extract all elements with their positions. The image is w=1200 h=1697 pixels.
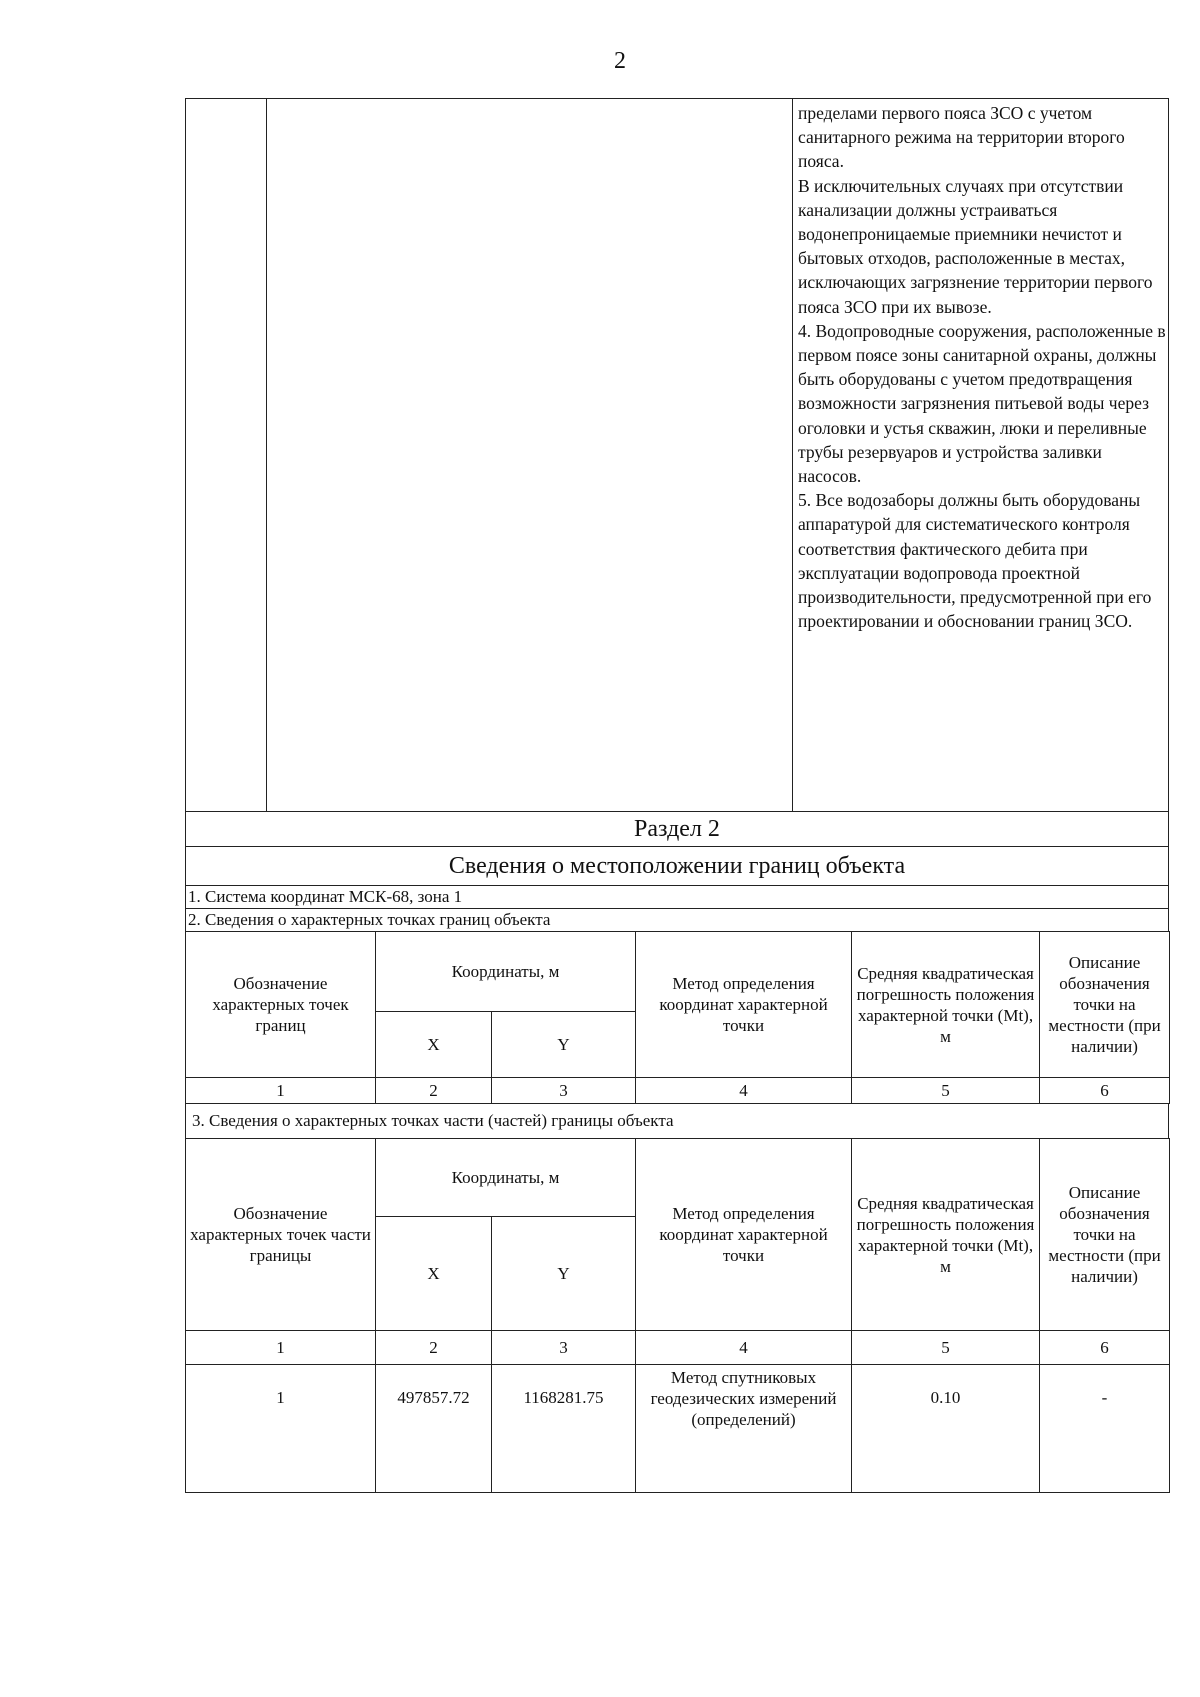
column-number: 3 xyxy=(492,1078,636,1104)
regime-paragraph: В исключительных случаях при отсутствии канализации должны устраиваться водонепроницаемые приемники нечистот и бытовых отходов, расположенные в местах, исключающих загрязнение территории первого пояса ЗСО при их вывозе. xyxy=(798,175,1153,317)
column-number: 1 xyxy=(186,1331,376,1365)
point-method: Метод спутниковых геодезических измерений (определений) xyxy=(636,1365,852,1493)
column-number: 1 xyxy=(186,1078,376,1104)
header-description: Описание обозначения точки на местности (при наличии) xyxy=(1040,1139,1170,1331)
point-number: 1 xyxy=(186,1365,376,1493)
empty-column-middle xyxy=(266,99,793,811)
parts-header-row: 3. Сведения о характерных точках части (частей) границы объекта xyxy=(185,1104,1169,1138)
point-error: 0.10 xyxy=(852,1365,1040,1493)
point-y: 1168281.75 xyxy=(492,1365,636,1493)
regime-paragraph: пределами первого пояса ЗСО с учетом санитарного режима на территории второго пояса. xyxy=(798,103,1125,172)
point-x: 497857.72 xyxy=(376,1365,492,1493)
column-number: 5 xyxy=(852,1331,1040,1365)
regime-text xyxy=(798,101,1168,633)
header-coordinates: Координаты, м xyxy=(376,932,636,1012)
header-error: Средняя квадратическая погрешность положения характерной точки (Mt), м xyxy=(852,932,1040,1078)
column-number: 6 xyxy=(1040,1078,1170,1104)
regime-paragraph: 4. Водопроводные сооружения, расположенные в первом поясе зоны санитарной охраны, должны быть оборудованы с учетом предотвращения возможности загрязнения питьевой воды через оголовки и устья скважин, люки и переливные трубы резервуаров и устройства заливки насосов. xyxy=(798,320,1166,487)
column-number: 3 xyxy=(492,1331,636,1365)
point-description: - xyxy=(1040,1365,1170,1493)
header-y: Y xyxy=(492,1217,636,1331)
column-number: 4 xyxy=(636,1331,852,1365)
header-x: X xyxy=(376,1217,492,1331)
empty-column-narrow xyxy=(186,99,267,811)
header-designation: Обозначение характерных точек границ xyxy=(186,932,376,1078)
header-coordinates: Координаты, м xyxy=(376,1139,636,1217)
header-method: Метод определения координат характерной точки xyxy=(636,932,852,1078)
column-number: 4 xyxy=(636,1078,852,1104)
column-number: 2 xyxy=(376,1078,492,1104)
header-description: Описание обозначения точки на местности (при наличии) xyxy=(1040,932,1170,1078)
column-number: 5 xyxy=(852,1078,1040,1104)
header-error: Средняя квадратическая погрешность положения характерной точки (Mt), м xyxy=(852,1139,1040,1331)
header-x: X xyxy=(376,1012,492,1078)
table-row xyxy=(186,1365,1170,1493)
points-header-row: 2. Сведения о характерных точках границ объекта xyxy=(185,908,1169,931)
header-y: Y xyxy=(492,1012,636,1078)
column-number: 6 xyxy=(1040,1331,1170,1365)
part-boundary-points-table xyxy=(185,1138,1170,1493)
coord-system-row: 1. Система координат МСК-68, зона 1 xyxy=(185,885,1169,908)
document-sheet xyxy=(185,98,1169,1493)
boundary-points-table xyxy=(185,931,1170,1104)
page-number: 2 xyxy=(614,48,626,74)
section-subtitle: Сведения о местоположении границ объекта xyxy=(185,846,1169,885)
regime-paragraph: 5. Все водозаборы должны быть оборудованы аппаратурой для систематического контроля соответствия фактического дебита при эксплуатации водопровода проектной производительности, предусмотренной при его проектировании и обосновании границ ЗСО. xyxy=(798,490,1152,632)
column-number: 2 xyxy=(376,1331,492,1365)
header-method: Метод определения координат характерной точки xyxy=(636,1139,852,1331)
section-title: Раздел 2 xyxy=(185,811,1169,846)
continuation-block xyxy=(185,98,1169,811)
header-designation: Обозначение характерных точек части границы xyxy=(186,1139,376,1331)
